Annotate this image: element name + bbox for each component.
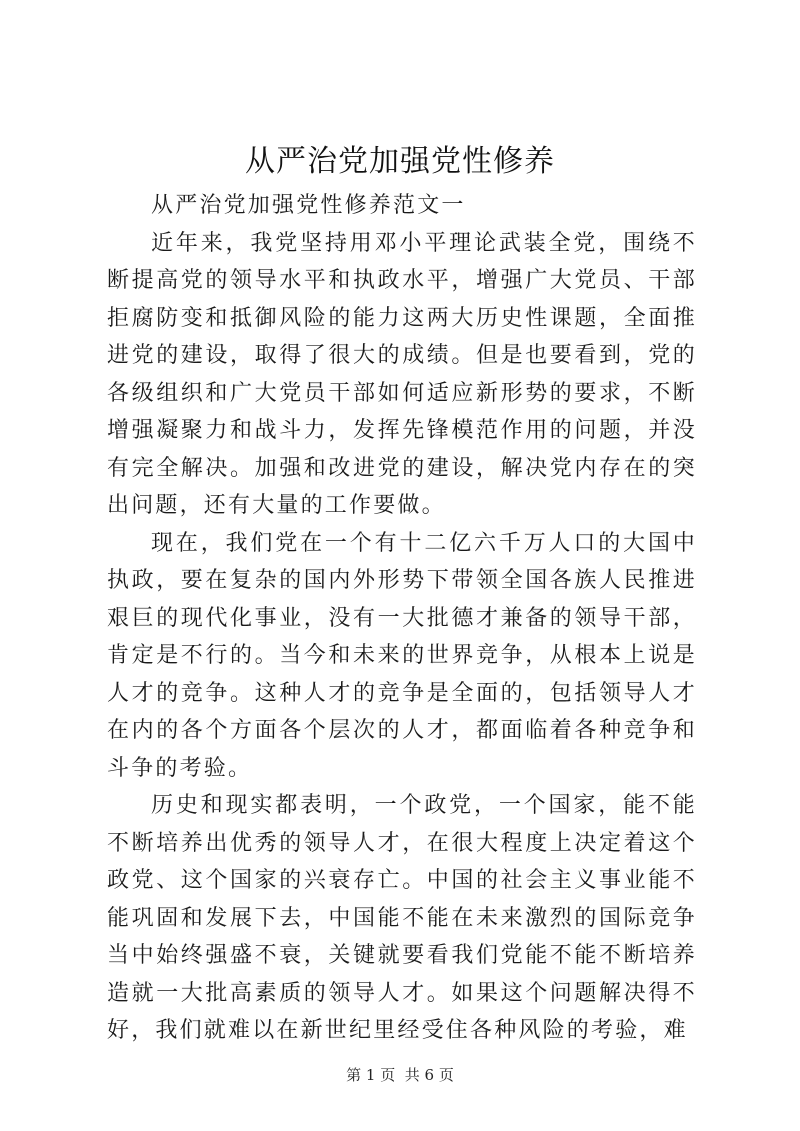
paragraph-3: 历史和现实都表明，一个政党，一个国家，能不能不断培养出优秀的领导人才，在很大程度上决定着这个政党、这个国家的兴衰存亡。中国的社会主义事业能不能巩固和发展下去，中国能不能在未来激烈的国际竞争当中始终强盛不衰，关键就要看我们党能不能不断培养造就一大批高素质的领导人才。如果这个问题解决得不好，我们就难以在新世纪里经受住各种风险的考验，难 bbox=[107, 793, 697, 1043]
page-footer: 第 1 页 共 6 页 bbox=[346, 1066, 454, 1084]
document-title: 从严治党加强党性修养 bbox=[245, 144, 555, 179]
document-subtitle: 从严治党加强党性修养范文一 bbox=[151, 193, 466, 218]
document-body bbox=[107, 187, 697, 1050]
paragraph-2: 现在，我们党在一个有十二亿六千万人口的大国中执政，要在复杂的国内外形势下带领全国各族人民推进艰巨的现代化事业，没有一大批德才兼备的领导干部，肯定是不行的。当今和未来的世界竞争，从根本上说是人才的竞争。这种人才的竞争是全面的，包括领导人才在内的各个方面各个层次的人才，都面临着各种竞争和斗争的考验。 bbox=[107, 530, 697, 781]
paragraph-1: 近年来，我党坚持用邓小平理论武装全党，围绕不断提高党的领导水平和执政水平，增强广大党员、干部拒腐防变和抵御风险的能力这两大历史性课题，全面推进党的建设，取得了很大的成绩。但是也要看到，党的各级组织和广大党员干部如何适应新形势的要求，不断增强凝聚力和战斗力，发挥先锋模范作用的问题，并没有完全解决。加强和改进党的建设，解决党内存在的突出问题，还有大量的工作要做。 bbox=[107, 230, 697, 518]
